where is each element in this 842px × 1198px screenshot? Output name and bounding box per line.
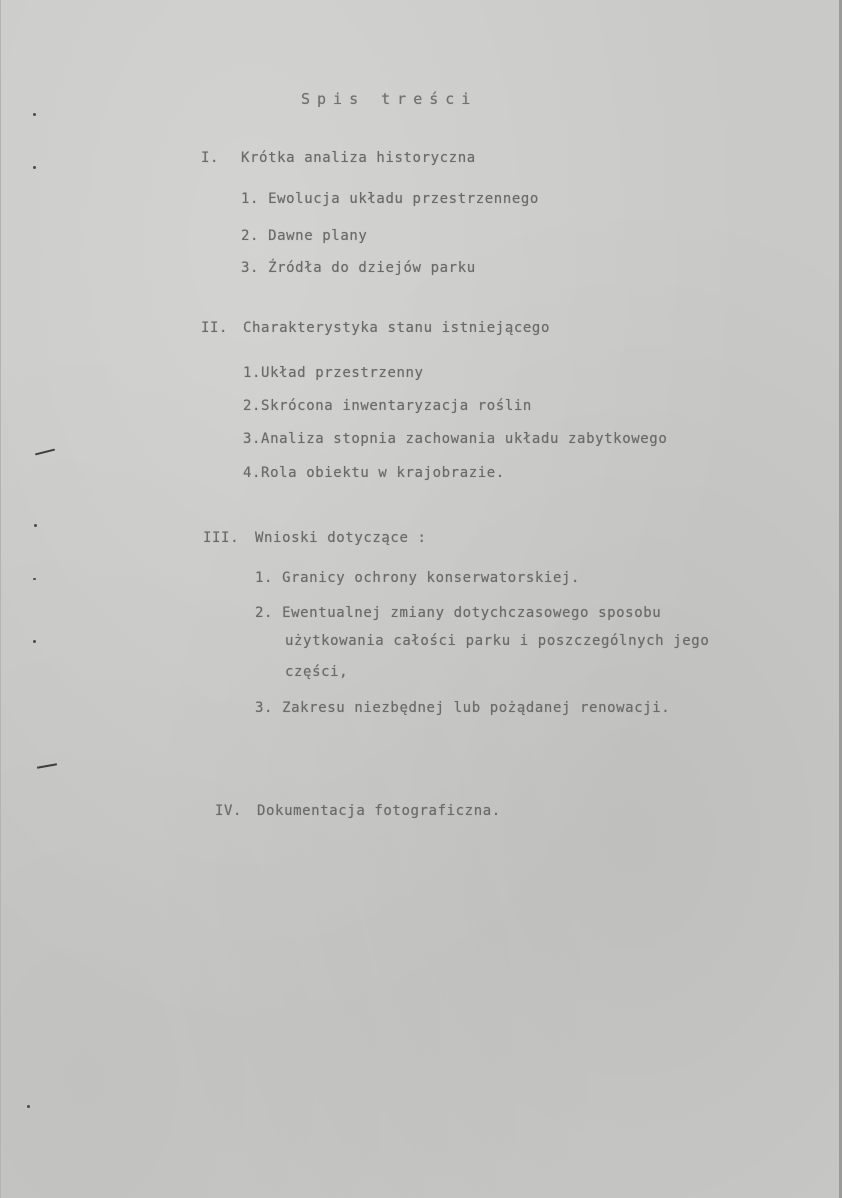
- section-iii-item-3: 3. Zakresu niezbędnej lub pożądanej renowacji.: [255, 700, 671, 716]
- section-iii-numeral: III.: [203, 530, 240, 546]
- section-iv-heading: Dokumentacja fotograficzna.: [257, 803, 501, 819]
- margin-speck: [33, 640, 36, 643]
- section-ii-numeral: II.: [201, 320, 229, 336]
- section-iii-item-2-cont-2: części,: [285, 664, 349, 680]
- section-i-numeral: I.: [201, 150, 220, 166]
- margin-speck: [33, 578, 36, 580]
- section-ii-item-1: 1.Układ przestrzenny: [243, 365, 424, 381]
- section-i-item-2: 2. Dawne plany: [241, 228, 368, 244]
- margin-speck: [27, 1105, 30, 1108]
- section-ii-item-3: 3.Analiza stopnia zachowania układu zabytkowego: [243, 431, 668, 447]
- section-iii-heading: Wnioski dotyczące :: [255, 530, 427, 546]
- margin-speck: [33, 113, 36, 116]
- section-iii-item-2-cont-1: użytkowania całości parku i poszczególnych jego: [285, 633, 710, 649]
- section-i-heading: Krótka analiza historyczna: [241, 150, 476, 166]
- section-i-item-3: 3. Źródła do dziejów parku: [241, 260, 476, 276]
- section-iii-item-2: 2. Ewentualnej zmiany dotychczasowego sposobu: [255, 605, 662, 621]
- page-title: Spis treści: [301, 90, 478, 108]
- section-iv-numeral: IV.: [215, 803, 243, 819]
- margin-speck: [33, 166, 36, 169]
- margin-pen-mark: [37, 763, 57, 768]
- section-ii-item-4: 4.Rola obiektu w krajobrazie.: [243, 465, 505, 481]
- section-iii-item-1: 1. Granicy ochrony konserwatorskiej.: [255, 570, 581, 586]
- margin-speck: [34, 524, 37, 527]
- section-ii-heading: Charakterystyka stanu istniejącego: [243, 320, 550, 336]
- margin-pen-mark: [35, 449, 55, 456]
- section-ii-item-2: 2.Skrócona inwentaryzacja roślin: [243, 398, 532, 414]
- section-i-item-1: 1. Ewolucja układu przestrzennego: [241, 191, 539, 207]
